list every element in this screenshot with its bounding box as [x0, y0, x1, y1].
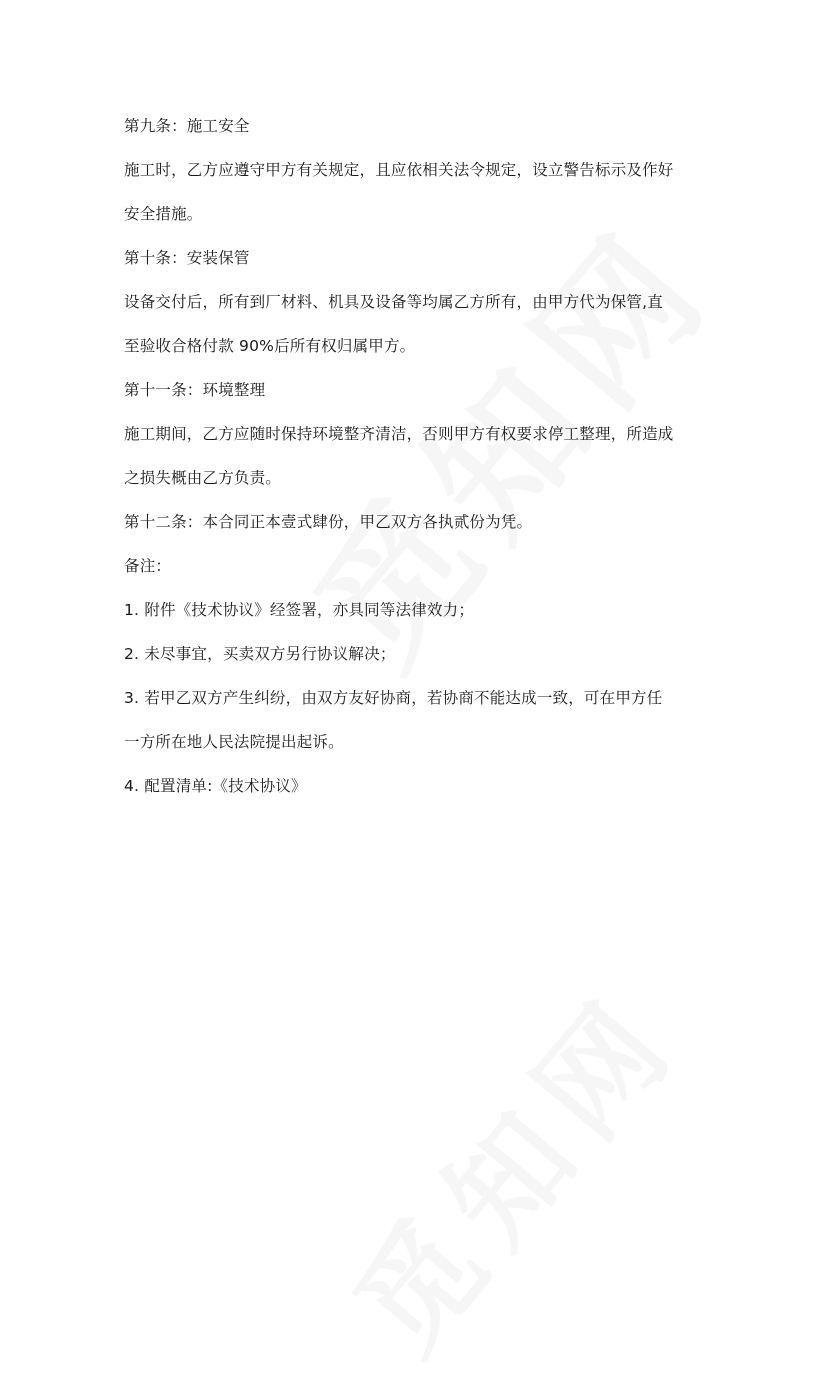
article-12-text: 第十二条：本合同正本壹式肆份，甲乙双方各执贰份为凭。	[124, 513, 533, 531]
article-10-heading: 第十条：安装保管	[124, 249, 250, 267]
article-11-text-line: 之损失概由乙方负责。	[124, 469, 282, 487]
article-10-text-line: 设备交付后，所有到厂材料、机具及设备等均属乙方所有，由甲方代为保管,直	[124, 293, 663, 311]
article-9-heading: 第九条：施工安全	[124, 117, 250, 135]
article-10-text-line: 至验收合格付款 90%后所有权归属甲方。	[124, 337, 416, 355]
note-item: 1. 附件《技术协议》经签署，亦具同等法律效力；	[124, 601, 475, 619]
watermark	[309, 950, 711, 1382]
note-item-continuation: 一方所在地人民法院提出起诉。	[124, 733, 344, 751]
article-9-text-line: 安全措施。	[124, 205, 203, 223]
note-item: 4. 配置清单:《技术协议》	[124, 777, 307, 795]
document-body	[124, 104, 724, 808]
note-item: 3. 若甲乙双方产生纠纷，由双方友好协商，若协商不能达成一致，可在甲方任	[124, 689, 663, 707]
note-item: 2. 未尽事宜，买卖双方另行协议解决；	[124, 645, 396, 663]
article-9-text-line: 施工时，乙方应遵守甲方有关规定，且应依相关法令规定，设立警告标示及作好	[124, 161, 674, 179]
article-11-heading: 第十一条：环境整理	[124, 381, 266, 399]
article-11-text-line: 施工期间，乙方应随时保持环境整齐清洁，否则甲方有权要求停工整理，所造成	[124, 425, 674, 443]
notes-heading: 备注：	[124, 557, 172, 575]
